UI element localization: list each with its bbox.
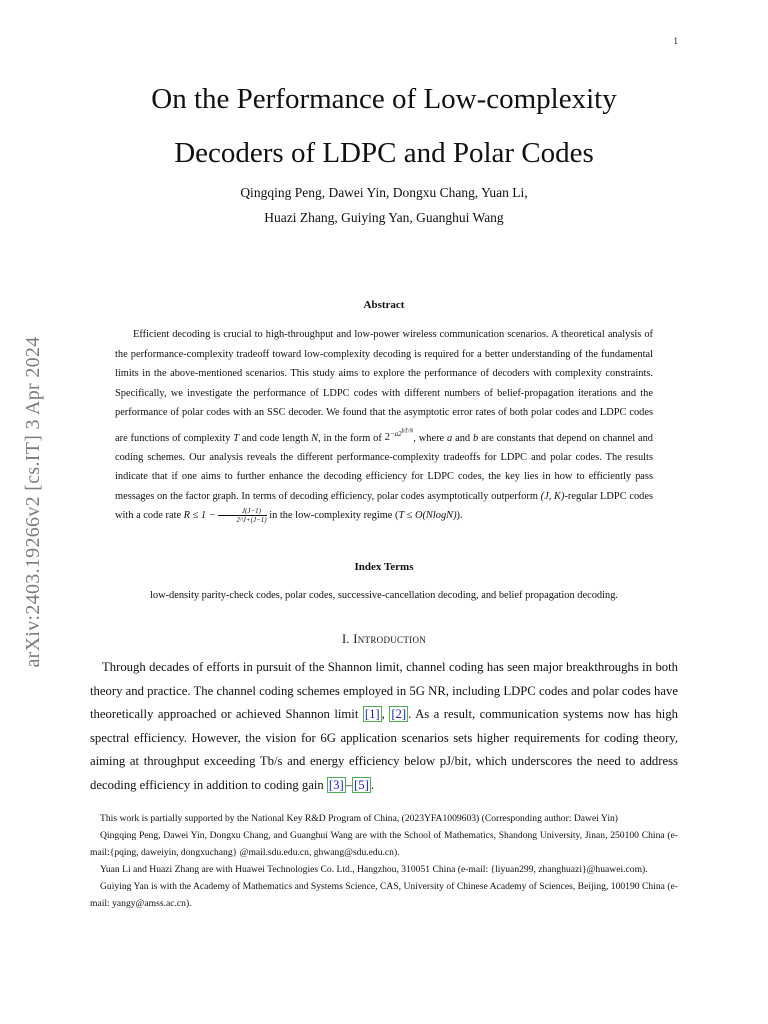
- authors-line-2: Huazi Zhang, Guiying Yan, Guanghui Wang: [264, 210, 504, 225]
- section-title: Introduction: [353, 632, 427, 646]
- authors-line-1: Qingqing Peng, Dawei Yin, Dongxu Chang, Yuan Li,: [240, 185, 528, 200]
- author-list: [100, 180, 668, 230]
- footnotes: [90, 810, 678, 912]
- page-number: 1: [673, 36, 678, 46]
- math-var-b: b: [473, 432, 479, 444]
- abstract-text: and: [452, 432, 473, 444]
- intro-paragraph: Through decades of efforts in pursuit of the Shannon limit, channel coding has seen major breakthroughs in both theory and practice. The channel coding schemes employed in 5G NR, including LDPC codes and polar codes have theoretically approached or achieved Shannon limit [1] , [2] . As a result, communication systems now has high spectral efficiency. However, the vision for 6G application scenarios sets higher requirements for coding theory, aiming at throughput exceeding Tb/s and energy efficiency below pJ/bit, which underscores the need to address decoding efficiency in addition to coding gain [3] – [5] .: [90, 660, 679, 792]
- math-var-t: T: [233, 432, 240, 444]
- citation-link[interactable]: [2]: [391, 707, 407, 721]
- footnote-affiliation-huawei: Yuan Li and Huazi Zhang are with Huawei Technologies Co. Ltd., Hangzhou, 310051 China (e-mail: {liyuan299, zhanghuazi}@huawei.com).: [100, 864, 648, 875]
- title-line-1: On the Performance of Low-complexity: [151, 83, 617, 115]
- footnote-funding: This work is partially supported by the National Key R&D Program of China, (2023YFA1009603) (Corresponding author: Dawei Yin): [100, 813, 618, 824]
- intro-text: Through decades of efforts in pursuit of the Shannon limit, channel coding has seen major breakthroughs in both theory and practice. The channel coding schemes employed in 5G NR, including LDPC codes and polar codes have theoretically approached or achieved Shannon limit: [90, 660, 678, 721]
- footnote-affiliation-cas: Guiying Yan is with the Academy of Mathematics and Systems Science, CAS, University of Chinese Academy of Sciences, Beijing, 100190 China (e-mail: yangy@amss.ac.cn).: [90, 881, 678, 909]
- abstract-text: ).: [456, 510, 463, 522]
- abstract-text: in the low-complexity regime (: [266, 510, 399, 522]
- abstract-text: , in the form of: [318, 432, 385, 444]
- math-jk: (J, K): [540, 490, 565, 502]
- abstract-heading: Abstract: [363, 299, 405, 311]
- citation-link[interactable]: [1]: [364, 707, 380, 721]
- error-rate-formula: $2^{-a2^{bT/N}}$: [384, 428, 414, 444]
- abstract-text: -regular LDPC codes with a code rate: [115, 490, 654, 522]
- rate-lhs: R ≤ 1 −: [183, 510, 219, 522]
- paper-title: [100, 72, 668, 180]
- abstract-text: are constants that depend on channel and coding schemes. Our analysis reveals the different performance-complexity tradeoffs for LDPC and polar codes. The results indicate that if one aims to further enhance the decoding efficiency for LDPC codes, the key lies in how to efficiently pass messages on the factor graph. In terms of decoding efficiency, polar codes asymptotically outperform: [115, 432, 653, 502]
- abstract-text: Efficient decoding is crucial to high-throughput and low-power wireless communication scenarios. A theoretical analysis of the performance-complexity tradeoff toward low-complexity decoding is required for a better understanding of the fundamental limits in the above-mentioned scenarios. This study aims to explore the performance of decoders with complexity constraints. Specifically, we investigate the performance of LDPC codes with different numbers of belief-propagation iterations and the performance of polar codes with an SSC decoder. We found that the asymptotic error rates of both polar codes and LDPC codes are functions of complexity: [115, 329, 653, 444]
- math-var-a: a: [447, 432, 453, 444]
- title-line-2: Decoders of LDPC and Polar Codes: [174, 137, 594, 169]
- section-number: I.: [341, 632, 350, 646]
- footnote-affiliation-sdu: Qingqing Peng, Dawei Yin, Dongxu Chang, and Guanghui Wang are with the School of Mathematics, Shandong University, Jinan, 250100 China (e-mail:{pqing, daweiyin, dongxuchang} @mail.sdu.edu.cn, ghwang@sdu.edu.cn).: [90, 830, 678, 858]
- citation-link[interactable]: [3]: [328, 777, 344, 792]
- section-heading: [0, 632, 768, 647]
- intro-text: . As a result, communication systems now has high spectral efficiency. However, the vision for 6G application scenarios sets higher requirements for coding theory, aiming at throughput exceeding Tb/s and energy efficiency below pJ/bit, which underscores the need to address decoding efficiency in addition to coding gain: [90, 707, 679, 792]
- abstract-text: and code length: [239, 432, 312, 444]
- index-terms-text: low-density parity-check codes, polar codes, successive-cancellation decoding, and belief propagation decoding.: [150, 590, 618, 601]
- citation-link[interactable]: [5]: [354, 777, 369, 792]
- index-terms-heading: Index Terms: [354, 561, 414, 573]
- math-var-n: N: [311, 432, 319, 444]
- abstract-body: [115, 325, 653, 526]
- abstract-text: , where: [413, 432, 448, 444]
- rate-fraction: $\frac{J(J-1)}{2\^{}J+(J-1)}$: [218, 507, 266, 524]
- arxiv-stamp: arXiv:2403.19266v2 [cs.IT] 3 Apr 2024: [22, 336, 44, 668]
- math-regime: T ≤ O(NlogN): [398, 510, 457, 522]
